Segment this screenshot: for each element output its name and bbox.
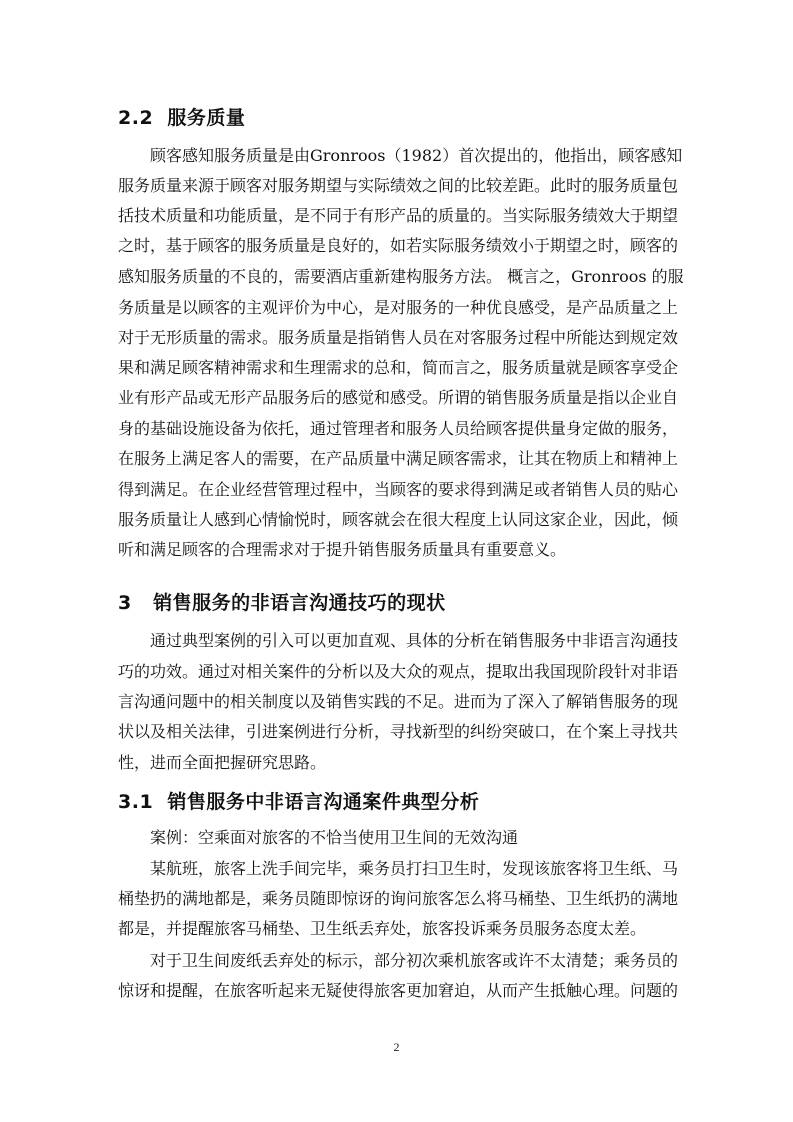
- section-number: 2.2: [118, 107, 154, 129]
- paragraph-line: 对于无形质量的需求。服务质量是指销售人员在对客服务过程中所能达到规定效: [118, 328, 679, 347]
- section-heading-3: [118, 591, 446, 615]
- paragraph-line: 服务质量让人感到心情愉悦时，顾客就会在很大程度上认同这家企业，因此，倾: [118, 510, 679, 529]
- paragraph-line: 性，进而全面把握研究思路。: [118, 753, 327, 772]
- paragraph-line: 感知服务质量的不良的，需要酒店重新建构服务方法。 概言之，Gronroos 的服: [118, 267, 684, 286]
- paragraph-line: 在服务上满足客人的需要，在产品质量中满足顾客需求，让其在物质上和精神上: [118, 449, 679, 468]
- paragraph-line: 得到满足。在企业经营管理过程中，当顾客的要求得到满足或者销售人员的贴心: [118, 480, 679, 499]
- section-title: 销售服务中非语言沟通案件典型分析: [167, 791, 480, 813]
- section-title: 服务质量: [167, 107, 246, 129]
- section-number: 3: [118, 592, 132, 614]
- paragraph-line: 括技术质量和功能质量，是不同于有形产品的质量的。当实际服务绩效大于期望: [118, 206, 679, 225]
- paragraph-line: 对于卫生间废纸丢弃处的标示，部分初次乘机旅客或许不太清楚；乘务员的: [150, 951, 679, 970]
- paragraph-line: 服务质量来源于顾客对服务期望与实际绩效之间的比较差距。此时的服务质量包: [118, 176, 679, 195]
- paragraph-line: 顾客感知服务质量是由Gronroos（1982）首次提出的，他指出，顾客感知: [150, 146, 683, 165]
- paragraph-line: 状以及相关法律，引进案例进行分析，寻找新型的纠纷突破口，在个案上寻找共: [118, 722, 679, 741]
- section-heading-3-1: [118, 790, 479, 814]
- paragraph-line: 果和满足顾客精神需求和生理需求的总和，简而言之，服务质量就是顾客享受企: [118, 358, 679, 377]
- paragraph-line: 桶垫扔的满地都是，乘务员随即惊讶的询问旅客怎么将马桶垫、卫生纸扔的满地: [118, 889, 679, 908]
- section-title: 销售服务的非语言沟通技巧的现状: [153, 592, 446, 614]
- paragraph-line: 巧的功效。通过对相关案件的分析以及大众的观点，提取出我国现阶段针对非语: [118, 662, 679, 681]
- paragraph-line: 某航班，旅客上洗手间完毕，乘务员打扫卫生时，发现该旅客将卫生纸、马: [150, 859, 679, 878]
- section-heading-2-2: [118, 106, 245, 130]
- section-number: 3.1: [118, 791, 154, 813]
- paragraph-line: 身的基础设施设备为依托，通过管理者和服务人员给顾客提供量身定做的服务，: [118, 419, 679, 438]
- paragraph-line: 业有形产品或无形产品服务后的感觉和感受。所谓的销售服务质量是指以企业自: [118, 388, 679, 407]
- case-title: 案例：空乘面对旅客的不恰当使用卫生间的无效沟通: [150, 828, 519, 847]
- paragraph-line: 都是，并提醒旅客马桶垫、卫生纸丢弃处，旅客投诉乘务员服务态度太差。: [118, 919, 647, 938]
- paragraph-line: 通过典型案例的引入可以更加直观、具体的分析在销售服务中非语言沟通技: [150, 631, 679, 650]
- paragraph-line: 言沟通问题中的相关制度以及销售实践的不足。进而为了深入了解销售服务的现: [118, 692, 679, 711]
- page-number: 2: [393, 1040, 400, 1054]
- paragraph-line: 惊讶和提醒，在旅客听起来无疑使得旅客更加窘迫，从而产生抵触心理。问题的: [118, 981, 679, 1000]
- paragraph-line: 务质量是以顾客的主观评价为中心，是对服务的一种优良感受，是产品质量之上: [118, 298, 679, 317]
- paragraph-line: 之时，基于顾客的服务质量是良好的，如若实际服务绩效小于期望之时，顾客的: [118, 236, 679, 255]
- paragraph-line: 听和满足顾客的合理需求对于提升销售服务质量具有重要意义。: [118, 540, 567, 559]
